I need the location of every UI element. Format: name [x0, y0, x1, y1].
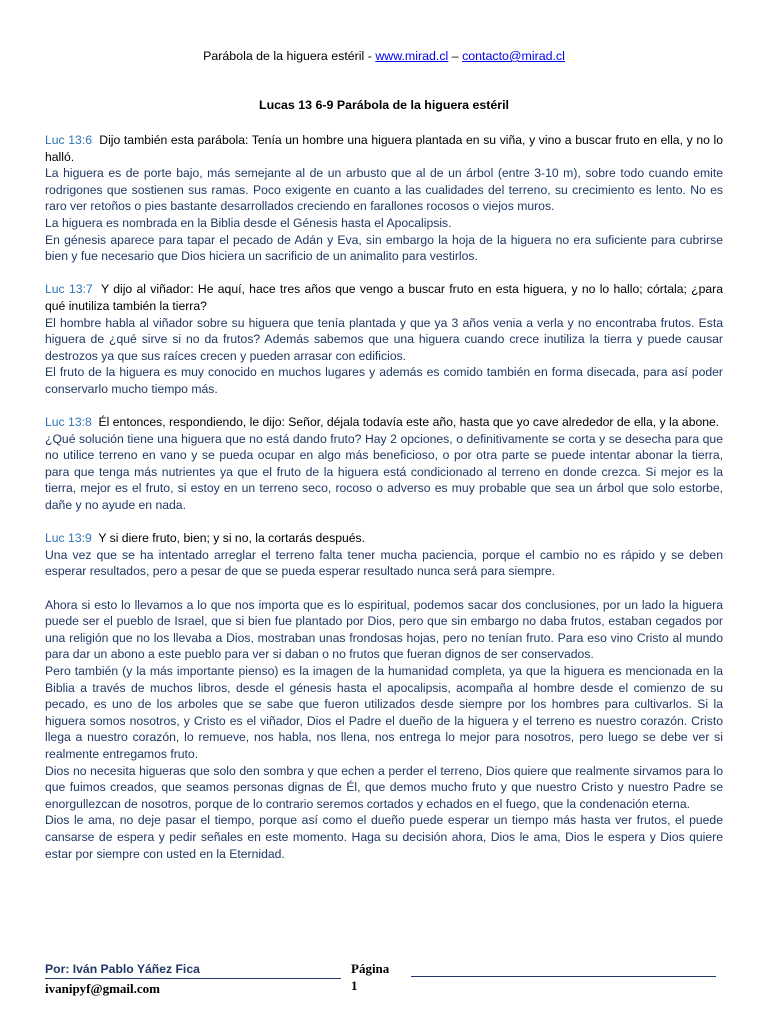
document-title: Lucas 13 6-9 Parábola de la higuera estéril: [259, 98, 509, 112]
document-body: [45, 132, 723, 862]
verse-text: Y si diere fruto, bien; y si no, la cortarás después.: [98, 531, 366, 546]
verse-paragraph: [45, 414, 723, 431]
conclusion-paragraph: Ahora si esto lo llevamos a lo que nos importa que es lo espiritual, podemos sacar dos conclusiones, por un lado la higuera puede ser el pueblo de Israel, que si bien fue plantado por Dios, pero que sin embargo no daba frutos, estaban cegados por una religión que no los llevaba a Dios, mostraban unas frondosas hojas, pero no tenían fruto. Para eso vino Cristo al mundo para dar un abono a este pueblo para ver si daban o no frutos que fueran dignos de ser conservados.: [45, 597, 723, 662]
verse-reference: Luc 13:7: [45, 282, 93, 297]
comment-paragraph: La higuera es nombrada en la Biblia desde el Génesis hasta el Apocalipsis.: [45, 215, 452, 230]
verse-paragraph: [45, 281, 723, 314]
page-footer: [45, 961, 345, 997]
verse-section: [45, 132, 723, 265]
conclusion-paragraph: Pero también (y la más importante pienso) es la imagen de la humanidad completa, ya que la higuera es mencionada en la Biblia a través de muchos libros, desde el génesis hasta el apocalipsis, acompaña al hombre desde el comienzo de su pecado, es uno de los arboles que se sabe que fueron utilizados desde siempre por los hombres para cultivarlos. Si la higuera somos nosotros, y Cristo es el viñador, Dios el Padre el dueño de la higuera y el terreno es nuestro corazón. Cristo llega a nuestro corazón, lo remueve, nos habla, nos llena, nos entrega lo mejor para nosotros, pero luego se debe ver si realmente entregamos fruto.: [45, 664, 723, 761]
footer-email: ivanipyf@gmail.com: [45, 981, 161, 996]
verse-text: Y dijo al viñador: He aquí, hace tres años que vengo a buscar fruto en esta higuera, y no lo hallo; córtala; ¿para qué inutiliza también la tierra?: [45, 282, 723, 313]
footer-author: Por: Iván Pablo Yáñez Fica: [45, 961, 341, 979]
comment-paragraph: Una vez que se ha intentado arreglar el terreno falta tener mucha paciencia, porque el cambio no es rápido y se deben esperar resultados, pero a pesar de que se pueda esperar resultado nunca será para siempre.: [45, 547, 723, 579]
page-number: 1: [351, 978, 358, 993]
verse-section: [45, 414, 723, 514]
comment-paragraph: El fruto de la higuera es muy conocido en muchos lugares y además es comido también en forma disecada, para así poder conservarlo mucho tiempo más.: [45, 365, 723, 396]
page-header: [45, 48, 723, 64]
footer-page-number: [351, 960, 389, 994]
website-link[interactable]: www.mirad.cl: [375, 49, 449, 63]
verse-section: [45, 281, 723, 397]
comment-paragraph: En génesis aparece para tapar el pecado de Adán y Eva, sin embargo la hoja de la higuera no era suficiente para cubrirse bien y fue necesario que Dios hiciera un sacrificio de un animalito para vestirlos.: [45, 232, 723, 264]
verse-text: Dijo también esta parábola: Tenía un hombre una higuera plantada en su viña, y vino a buscar fruto en ella, y no lo halló.: [45, 133, 723, 164]
footer-divider: [411, 976, 716, 977]
verse-reference: Luc 13:9: [45, 531, 92, 546]
conclusion-paragraph: Dios le ama, no deje pasar el tiempo, porque así como el dueño puede esperar un tiempo más hasta ver frutos, el puede cansarse de espera y pedir señales en este momento. Haga su decisión ahora, Dios le ama, Dios le espera y Dios quiere estar por siempre con usted en la Eternidad.: [45, 813, 723, 861]
verse-paragraph: [45, 530, 723, 547]
comment-paragraph: El hombre habla al viñador sobre su higuera que tenía plantada y que ya 3 años venia a verla y no encontraba frutos. Esta higuera de ¿qué sirve si no da frutos? Además sabemos que una higuera cuando crece inutiliza la tierra y puede causar destrozos ya que sus raíces crecen y pueden arrasar con edificios.: [45, 315, 723, 363]
verse-reference: Luc 13:6: [45, 133, 93, 147]
comment-paragraph: La higuera es de porte bajo, más semejante al de un arbusto que al de un árbol (entre 3-10 m), sobre todo cuando emite rodrigones que sostienen sus ramas. Poco exigente en cuanto a las cualidades del terreno, su crecimiento es lento. No es raro ver retoños o pies bastante desarrollados creciendo en farallones rocosos o viejos muros.: [45, 166, 723, 214]
conclusion-section: [45, 597, 723, 863]
verse-reference: Luc 13:8: [45, 415, 92, 430]
verse-text: Él entonces, respondiendo, le dijo: Señor, déjala todavía este año, hasta que yo cave alrededor de ella, y la abone.: [98, 415, 720, 430]
verse-section: [45, 530, 723, 580]
header-title: Parábola de la higuera estéril -: [203, 49, 376, 63]
comment-paragraph: ¿Qué solución tiene una higuera que no está dando fruto? Hay 2 opciones, o definitivamente se corta y se desecha para que no utilice terreno en vano y se pueda ocupar en algo más beneficioso, o por otra parte se puede intentar abonar la tierra, para que tenga más nutrientes ya que el fruto de la higuera está condicionado al terreno en donde crezca. Si mejor es la tierra, mejor es el fruto, si estoy en un terreno seco, rocoso o adverso es muy probable que sea un árbol que solo estorbe, dañe y no ayude en nada.: [45, 431, 723, 513]
email-link[interactable]: contacto@mirad.cl: [462, 49, 565, 63]
verse-paragraph: [45, 132, 723, 165]
conclusion-paragraph: Dios no necesita higueras que solo den sombra y que echen a perder el terreno, Dios quiere que realmente sirvamos para lo que fuimos creados, que seamos personas dignas de Él, que demos mucho fruto y que nuestro Cristo y nuestro Padre se enorgullezcan de nosotros, porque de lo contrario seremos cortados y echados en el fuego, que la condenación eterna.: [45, 763, 723, 811]
header-separator: –: [448, 49, 463, 63]
page-label: Página: [351, 961, 390, 976]
